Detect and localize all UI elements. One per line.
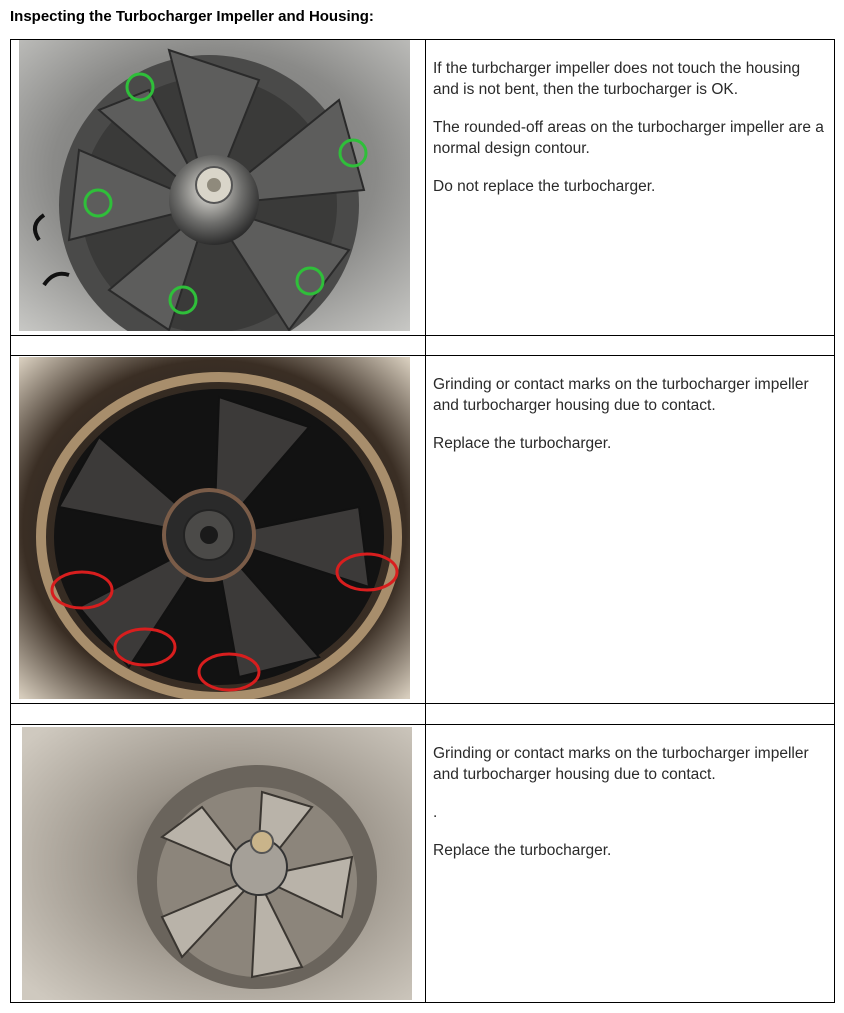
row-1-paragraph-2: The rounded-off areas on the turbocharger impeller are a normal design contour.: [433, 119, 824, 157]
row-3-paragraph-2: .: [433, 804, 438, 821]
page-title: Inspecting the Turbocharger Impeller and Housing:: [10, 8, 374, 25]
row-3-paragraph-3: Replace the turbocharger.: [433, 842, 612, 859]
row-3-description: [433, 743, 825, 878]
row-1-paragraph-1: If the turbcharger impeller does not touch the housing and is not bent, then the turbocharger is OK.: [433, 60, 801, 98]
row-2-paragraph-2: Replace the turbocharger.: [433, 435, 612, 452]
row-3-paragraph-1: Grinding or contact marks on the turbocharger impeller and turbocharger housing due to contact.: [433, 745, 809, 783]
impeller-damage-photo-1: [19, 357, 410, 699]
impeller-ok-photo: [19, 40, 410, 331]
impeller-damage-photo-2: [22, 727, 412, 1000]
row-1-paragraph-3: Do not replace the turbocharger.: [433, 178, 656, 195]
row-2-description: [433, 374, 825, 471]
row-1-description: [433, 58, 825, 214]
row-2-paragraph-1: Grinding or contact marks on the turbocharger impeller and turbocharger housing due to contact.: [433, 376, 809, 414]
